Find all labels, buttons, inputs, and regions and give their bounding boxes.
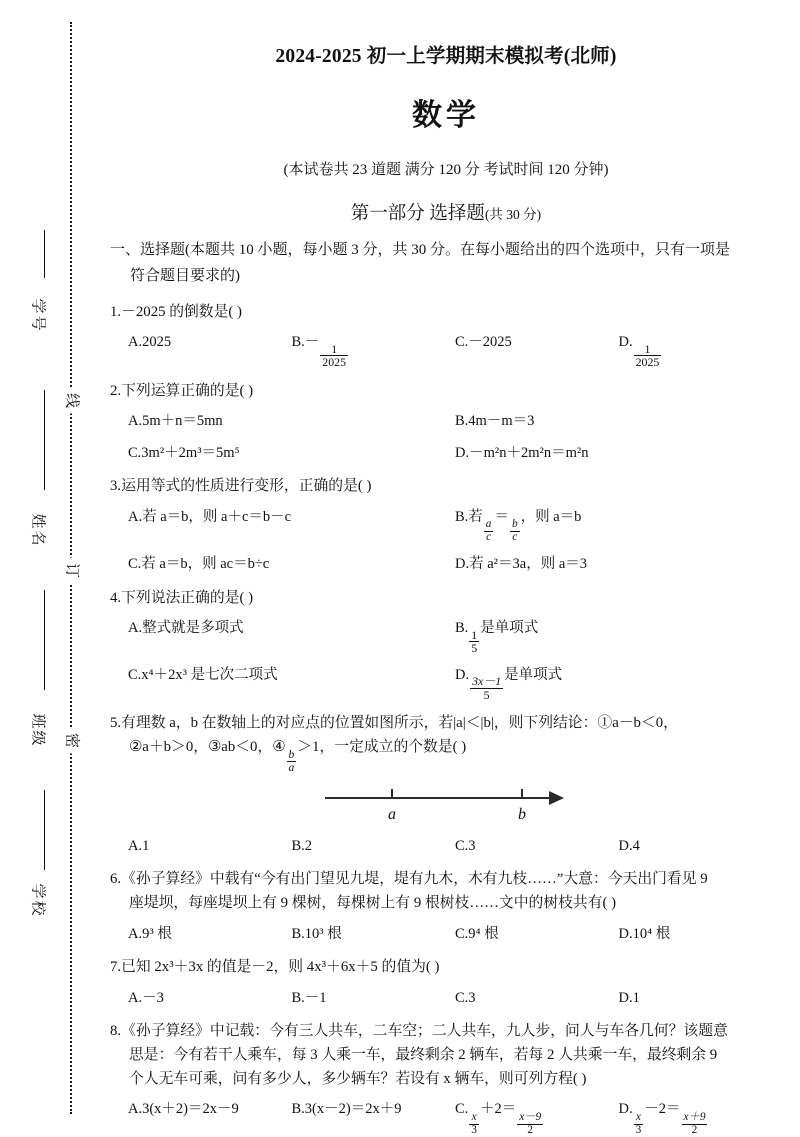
question-2-option-c[interactable]: C.3m²＋2m³＝5m⁵ [128,444,240,461]
opt-4d-fraction [470,675,503,701]
question-6-text-line-2: 座堤坝，每座堤坝上有 9 棵树，每棵树上有 9 根树枝……文中的树枝共有( ) [129,895,617,911]
question-1-option-a[interactable] [128,331,292,368]
opt-8c-fraction-right [517,1112,543,1137]
seal-line-sidebar [0,0,96,1132]
opt-1b-numerator: 1 [331,341,338,356]
seal-field-xingming: 姓名 [29,513,46,548]
question-8 [110,1020,782,1136]
opt-8d-prefix: D. [618,1101,633,1118]
question-3-number: 3. [110,478,122,495]
opt-4d-suffix: 是单项式 [504,666,563,683]
question-3-text: 运用等式的性质进行变形，正确的是( ) [121,478,372,495]
opt-3b-fraction-right [510,519,520,544]
question-7-text: 已知 2x³＋3x 的值是－2，则 4x³＋6x＋5 的值为( ) [121,959,440,976]
opt-8c-middle: ＋2＝ [479,1101,517,1118]
question-6-option-c[interactable]: C.9⁴ 根 [455,925,499,942]
question-4-option-c[interactable]: C.x⁴＋2x³ 是七次二项式 [128,666,278,683]
question-3-option-a[interactable]: A.若 a＝b，则 a＋c＝b－c [128,508,292,525]
seal-mark-xian: 线 [61,388,82,414]
seal-rule-3 [44,590,45,690]
seal-field-xuehao: 学号 [29,298,46,333]
question-4-number: 4. [110,589,122,606]
number-line-axis [325,797,551,799]
seal-field-banji: 班级 [29,713,46,748]
question-2-options [110,410,782,464]
question-1-option-d[interactable] [619,331,783,368]
question-8-options [110,1098,782,1136]
part-one-label: 第一部分 选择题 [350,204,485,224]
opt-4d-prefix: D. [455,666,470,683]
opt-1b-sign: － [304,334,320,351]
opt-3b-suffix: ，则 a＝b [520,508,582,525]
question-4-options [110,617,782,701]
question-5-text-line-2 [110,736,782,774]
q5-line2-prefix: ②a＋b＞0，③ab＜0，④ [129,738,286,755]
seal-field-xuexiao: 学校 [29,883,46,918]
q5-line2-suffix: ＞1，一定成立的个数是( ) [297,738,467,755]
question-6-options [110,923,782,945]
exam-paper-body [96,0,800,1136]
question-4-stem [110,587,782,611]
opt-4b-suffix: 是单项式 [480,620,539,637]
opt-8c-den-left: 3 [471,1123,477,1136]
opt-8c-num-left: x [471,1110,477,1123]
opt-4d-numerator: 3x－1 [472,674,502,689]
opt-3b-equals: ＝ [494,508,509,525]
opt-3b-num-left: a [485,518,492,531]
opt-8d-num-left: x [635,1110,641,1123]
opt-1b-fraction [320,343,348,369]
number-line-tick-a [391,789,393,798]
question-8-option-b[interactable]: B.3(x－2)＝2x＋9 [291,1101,402,1118]
opt-3b-den-right: c [510,531,520,544]
opt-8c-den-right: 2 [517,1124,543,1137]
number-line-label-a: a [388,805,396,823]
question-7-number: 7. [110,959,122,976]
question-8-option-a[interactable]: A.3(x＋2)＝2x－9 [128,1101,239,1118]
question-2-option-a[interactable]: A.5m＋n＝5mn [128,413,223,430]
question-7-option-d[interactable]: D.1 [618,989,640,1006]
opt-8d-den-right: 2 [682,1124,708,1137]
opt-1d-numerator: 1 [644,341,651,356]
question-4-option-a[interactable]: A.整式就是多项式 [128,620,244,637]
q5-fraction-numerator: b [288,748,295,761]
question-2-number: 2. [110,382,122,399]
question-6-option-a[interactable]: A.9³ 根 [128,925,172,942]
question-2-option-d[interactable]: D.－m²n＋2m²n＝m²n [455,444,589,461]
seal-mark-mi: 密 [61,728,82,754]
instruction-line-2: 符合题目要求的) [130,268,240,285]
opt-1d-label: D. [618,334,633,351]
opt-1c-value: －2025 [468,334,512,351]
opt-8d-fraction-left [634,1112,644,1137]
opt-1d-denominator: 2025 [635,355,660,370]
question-3-options [110,506,782,576]
question-5-option-b[interactable]: B.2 [291,837,313,854]
question-4-text: 下列说法正确的是( ) [121,589,254,606]
page-title: 2024-2025 初一上学期期末模拟考(北师) [275,46,617,67]
q5-fraction-denominator: a [288,761,295,774]
question-7 [110,956,782,1009]
question-1-number: 1. [110,303,122,320]
opt-4b-numerator: 1 [471,627,478,642]
question-6-option-d[interactable]: D.10⁴ 根 [618,925,671,942]
question-7-option-a[interactable]: A.－3 [128,989,164,1006]
question-5-stem [110,712,782,774]
opt-8d-fraction-right [682,1112,708,1137]
question-4-option-d[interactable] [455,664,782,701]
question-8-option-c[interactable] [455,1098,619,1136]
opt-1d-fraction [634,343,662,369]
part-one-heading [110,199,782,225]
question-8-number: 8. [110,1023,122,1040]
question-7-stem [110,956,782,980]
opt-1a-value: 2025 [142,334,172,351]
question-7-option-b[interactable]: B.－1 [291,989,327,1006]
opt-3b-prefix: B.若 [455,508,483,525]
opt-3b-den-left: c [484,531,494,544]
question-1-options [110,331,782,368]
seal-mark-ding: 订 [61,558,82,584]
seal-rule-4 [44,790,45,870]
question-6-text-line-1: 《孙子算经》中载有“今有出门望见九堤，堤有九木，木有九枝……”大意：今天出门看见 9 [121,871,708,888]
part-one-points: (共 30 分) [484,207,542,222]
question-1 [110,301,782,369]
question-4 [110,587,782,702]
seal-rule-2 [44,390,45,490]
number-line-label-b: b [518,805,526,823]
question-8-stem [110,1020,782,1091]
instruction-line-1: 一、选择题(本题共 10 小题，每小题 3 分，共 30 分。在每小题给出的四个选项中，只有一项是 [110,242,730,258]
subject-title: 数学 [412,99,480,132]
opt-3b-fraction-left [484,519,494,544]
seal-rule-1 [44,230,45,278]
question-5-option-a[interactable]: A.1 [128,837,150,854]
number-line-diagram [325,782,585,828]
question-7-option-c[interactable]: C.3 [455,989,476,1006]
question-7-options [110,987,782,1009]
opt-4b-prefix: B. [455,620,469,637]
question-3-stem [110,475,782,499]
question-3-option-b[interactable] [455,506,782,544]
question-5-number: 5. [110,715,122,732]
number-line-tick-b [521,789,523,798]
opt-8d-num-right: x＋9 [683,1110,706,1123]
question-6-option-b[interactable]: B.10³ 根 [291,925,342,942]
question-8-text-line-2: 思是：今有若干人乘车，每 3 人乘一车，最终剩余 2 辆车，若每 2 人共乘一车，最终剩余 9 [129,1046,718,1063]
question-1-text: －2025 的倒数是( ) [121,303,242,320]
opt-1b-label: B. [291,334,305,351]
opt-8d-middle: －2＝ [644,1101,681,1118]
question-5-figure-wrapper [110,782,782,828]
opt-4d-denominator: 5 [470,688,503,701]
question-1-stem [110,301,782,325]
q5-fraction-b-over-a [287,749,297,774]
question-8-option-d[interactable] [619,1098,783,1136]
section-instructions [110,237,782,290]
question-1-option-b[interactable] [292,331,456,368]
opt-3b-num-right: b [511,518,518,531]
question-3-option-d[interactable]: D.若 a²＝3a，则 a＝3 [455,556,588,573]
question-5-text-line-1: 有理数 a，b 在数轴上的对应点的位置如图所示，若|a|＜|b|，则下列结论：①a－b＜0， [121,715,678,732]
opt-8d-den-left: 3 [635,1123,642,1136]
opt-8c-num-right: x－9 [519,1110,542,1123]
question-2-option-b[interactable]: B.4m－m＝3 [455,413,535,430]
question-3 [110,475,782,575]
question-1-option-c[interactable] [455,331,619,368]
question-6-number: 6. [110,871,122,888]
question-5-options [110,835,782,857]
opt-4b-denominator: 5 [471,641,478,656]
opt-1b-denominator: 2025 [322,355,347,370]
question-8-text-line-1: 《孙子算经》中记载：今有三人共车，二车空；二人共车，九人步，问人与车各几何？该题意 [121,1023,728,1040]
question-5-option-c[interactable]: C.3 [455,837,476,854]
opt-1a-label: A. [128,334,143,351]
question-2 [110,380,782,465]
opt-1c-label: C. [455,334,469,351]
question-5-option-d[interactable]: D.4 [618,837,640,854]
question-3-option-c[interactable]: C.若 a＝b，则 ac＝b÷c [128,556,270,573]
exam-meta-line: (本试卷共 23 道题 满分 120 分 考试时间 120 分钟) [283,162,609,178]
question-6 [110,868,782,945]
question-5 [110,712,782,857]
question-6-stem [110,868,782,915]
question-8-text-line-3: 个人无车可乘，问有多少人，多少辆车？若设有 x 辆车，则可列方程( ) [129,1070,587,1087]
question-2-text: 下列运算正确的是( ) [121,382,254,399]
number-line-arrow-icon [549,791,564,805]
question-4-option-b[interactable] [455,617,782,654]
question-2-stem [110,380,782,404]
opt-4b-fraction [469,629,479,655]
opt-8c-fraction-left [469,1112,479,1137]
opt-8c-prefix: C. [455,1101,469,1118]
